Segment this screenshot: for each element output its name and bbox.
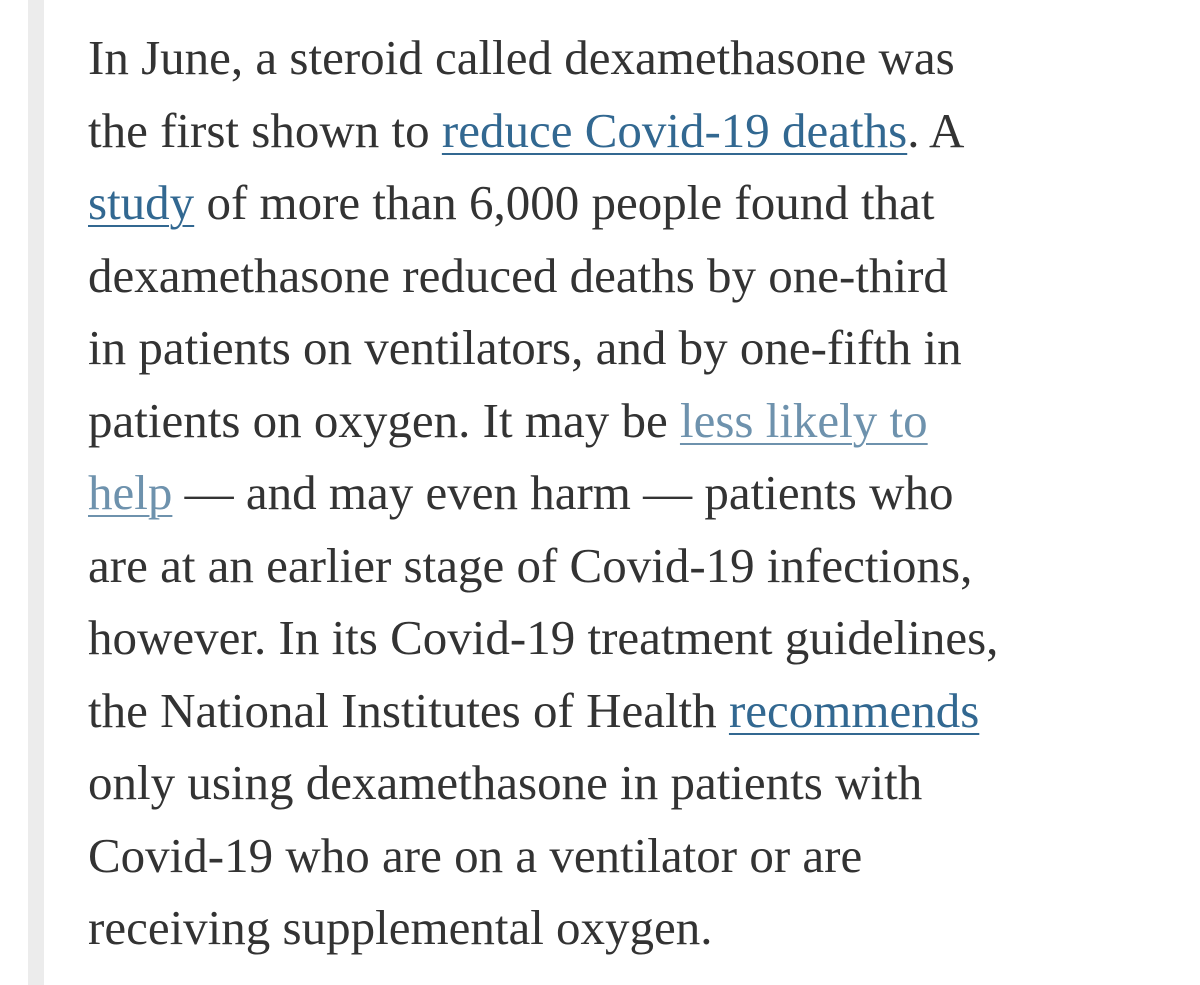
line-text: the first shown to [88, 102, 442, 158]
paragraph-line [88, 820, 1188, 893]
line-text: only using dexamethasone in patients with [88, 755, 923, 810]
line-text: In June, a steroid called dexamethasone was [88, 30, 955, 85]
paragraph-line [88, 675, 1188, 748]
less-likely-to-help-link-continued[interactable]: help [88, 465, 173, 520]
less-likely-to-help-link[interactable]: less likely to [679, 392, 928, 448]
recommends-link[interactable]: recommends [728, 682, 980, 738]
paragraph-line [88, 385, 1188, 458]
quote-rule [28, 0, 44, 985]
line-text: however. In its Covid-19 treatment guidelines, [88, 610, 999, 665]
line-text: receiving supplemental oxygen. [88, 900, 713, 955]
line-text: the National Institutes of Health [88, 682, 729, 738]
line-text: of more than 6,000 people found that [194, 175, 935, 230]
paragraph-line [88, 312, 1188, 385]
reduce-covid-deaths-link[interactable]: reduce Covid-19 deaths [441, 102, 908, 158]
paragraph-line [88, 457, 1188, 530]
study-link[interactable]: study [88, 175, 195, 230]
line-text: in patients on ventilators, and by one-fifth in [88, 320, 962, 375]
line-text: Covid-19 who are on a ventilator or are [88, 827, 863, 883]
article-paragraph [88, 22, 1188, 965]
line-text: . A [907, 102, 965, 158]
paragraph-line [88, 22, 1188, 95]
paragraph-line [88, 240, 1188, 313]
paragraph-line [88, 95, 1188, 168]
paragraph-line [88, 602, 1188, 675]
paragraph-line [88, 892, 1188, 965]
paragraph-line [88, 530, 1188, 603]
line-text: — and may even harm — patients who [172, 465, 954, 520]
line-text: patients on oxygen. It may be [88, 392, 680, 448]
line-text: dexamethasone reduced deaths by one-third [88, 247, 948, 303]
paragraph-line [88, 167, 1188, 240]
line-text: are at an earlier stage of Covid-19 infections, [88, 537, 973, 593]
paragraph-line [88, 747, 1188, 820]
